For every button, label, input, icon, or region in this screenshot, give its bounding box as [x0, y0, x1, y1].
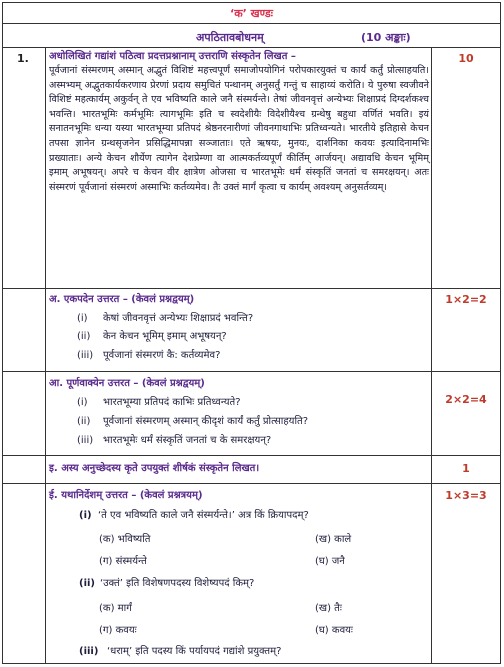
- part-d-q2-option-d: (घ) कवयः: [315, 625, 353, 636]
- part-c-marks: 1: [462, 462, 470, 475]
- part-d-q2-option-c: (ग) कवयः: [99, 625, 137, 636]
- part-b-q3-num: (iii): [77, 435, 94, 446]
- divider: [3, 288, 500, 289]
- part-b-q1-num: (i): [77, 397, 88, 408]
- part-d-q3-num: (iii): [79, 646, 99, 657]
- column-line: [431, 47, 432, 663]
- part-a-q1-num: (i): [77, 313, 88, 324]
- part-d-q3-text: ‘धराम्’ इति पदस्य किं पर्यायपदं गद्यांशे प्रयुक्तम्?: [107, 646, 282, 657]
- part-c-label: इ. अस्य अनुच्छेदस्य कृते उपयुक्तं शीर्षकं संस्कृतेन लिखत।: [49, 463, 260, 474]
- divider: [3, 47, 500, 48]
- question-marks: 10: [458, 52, 474, 65]
- passage-text: पूर्वजानां संस्मरणम् अस्मान् अद्भुतं विशिष्टं महत्त्वपूर्णं समाजोपयोगिनं परोपकारयुक्तं च कार्यं कर्तुं प्रोत्साहयति। अस्मभ्यम् अद्भुतकार्यकरणाय प्रेरणां प्रदाय समुचितं पन्थानम् अनुसर्तुं गन्तुं च साहाय्यं करोति। ये पुरुषा स्वजीवने विशिष्टं महत्कार्यम् अकुर्वन् ते एव भविष्यति काले जनै संस्मर्यन्ते। तेषां जीवनवृत्तं अन्येभ्यः शिक्षाप्रदं दिग्दर्शकश्च भवन्ति। भारतभूमिः कर्मभूमिः त्यागभूमिः इति च स्वदेशीयैः विदेशीयैश्च ग्रन्थेषु बहुधा वर्णितं भवति। इयं सनातनभूमिः धन्या यस्या भारतभूम्या प्रतिपदं श्रेष्ठनरनारीणां जीवनगाथाभिः प्रतिध्वन्यते। भारतीये इतिहासे केचन तपसा ज्ञानेन ग्रन्थसृजनेन प्रसिद्धिमापन्ना सञ्जाताः। एते ऋषयः, मुनयः, दार्शनिका कवयः इत्यादिनामभिः प्रख्याताः। अन्ये केचन शौर्येण त्यागेन देशप्रेम्णा वा आत्मकर्तव्यपूर्णं कीर्तिम् आर्जयन्। अद्यावधि केचन भूमिम् इमाम् अभूषयन्। अपरे च केचन वीर क्षात्रेण ओजसा च भारतभूमेः धर्मं संस्कृतिं जनतां च समरक्षयन्। अतः संस्मरणं पूर्वजानां संस्मरणं अस्माभिः कर्तव्यमेव। तैः उक्तं मार्गं कृत्वा च कार्यम् अवश्यम् अनुसर्तव्यम्।: [49, 65, 429, 193]
- part-d-q1-option-d: (घ) जनै: [315, 556, 345, 567]
- part-d-q2-text: ‘उक्तं’ इति विशेषणपदस्य विशेष्यपदं किम्?: [100, 578, 255, 589]
- question-number: 1.: [17, 52, 29, 65]
- part-d-q2-option-a: (क) मार्गं: [99, 603, 132, 614]
- column-line: [45, 47, 46, 663]
- part-d-label: ई. यथानिर्देशम् उत्तरत – (केवलं प्रश्नत्रयम्): [49, 490, 203, 501]
- part-d-q1-option-c: (ग) संस्मर्यन्ते: [99, 556, 147, 567]
- part-d-q2-option-b: (ख) तैः: [315, 603, 342, 614]
- divider: [3, 455, 500, 456]
- part-d-marks: 1×3=3: [445, 489, 487, 502]
- question-sheet: [2, 2, 501, 664]
- divider: [3, 483, 500, 484]
- part-a-q3-num: (iii): [77, 350, 94, 361]
- subject-marks: (10 अङ्काः): [361, 31, 411, 44]
- divider: [3, 371, 500, 372]
- part-b-q3-text: भारतभूमेः धर्मं संस्कृतिं जनतां च के समरक्षयन्?: [103, 435, 272, 446]
- part-d-q2-num: (ii): [79, 578, 95, 589]
- part-b-q1-text: भारतभूम्या प्रतिपदं काभिः प्रतिध्वन्यते?: [103, 397, 241, 408]
- part-a-q2-num: (ii): [77, 331, 91, 342]
- part-d-q1-option-b: (ख) काले: [315, 534, 352, 545]
- part-d-q1-num: (i): [79, 510, 92, 521]
- section-title: ‘क’ खण्डः: [230, 7, 273, 20]
- part-b-label: आ. पूर्णवाक्येन उत्तरत – (केवलं प्रश्नद्वयम्): [49, 378, 205, 389]
- part-a-label: अ. एकपदेन उत्तरत – (केवलं प्रश्नद्वयम्): [49, 294, 195, 305]
- part-a-q3-text: पूर्वजानां संस्मरणं कै: कर्तव्यमेव?: [103, 350, 221, 361]
- part-a-q1-text: केषां जीवनवृत्तं अन्येभ्यः शिक्षाप्रदं भवन्ति?: [103, 313, 254, 324]
- part-d-q1-option-a: (क) भविष्यति: [99, 534, 151, 545]
- part-a-marks: 1×2=2: [445, 293, 487, 306]
- subject-title: अपठितावबोधनम्: [196, 31, 264, 44]
- part-d-q1-text: ‘ते एव भविष्यति काले जनै संस्मर्यन्ते।’ अत्र किं क्रियापदम्?: [98, 510, 309, 521]
- part-b-q2-text: पूर्वजानां संस्मरणम् अस्मान् कीदृशं कार्यं कर्तुं प्रोत्साहयति?: [103, 416, 309, 427]
- passage-block: [49, 50, 429, 195]
- divider: [3, 23, 500, 24]
- instruction: अधोलिखितं गद्यांशं पठित्वा प्रदत्तप्रश्नानाम् उत्तराणि संस्कृतेन लिखत –: [49, 51, 296, 62]
- part-a-q2-text: केन केचन भूमिम् इमाम् अभूषयन्?: [103, 331, 227, 342]
- part-b-marks: 2×2=4: [445, 393, 487, 406]
- part-b-q2-num: (ii): [77, 416, 91, 427]
